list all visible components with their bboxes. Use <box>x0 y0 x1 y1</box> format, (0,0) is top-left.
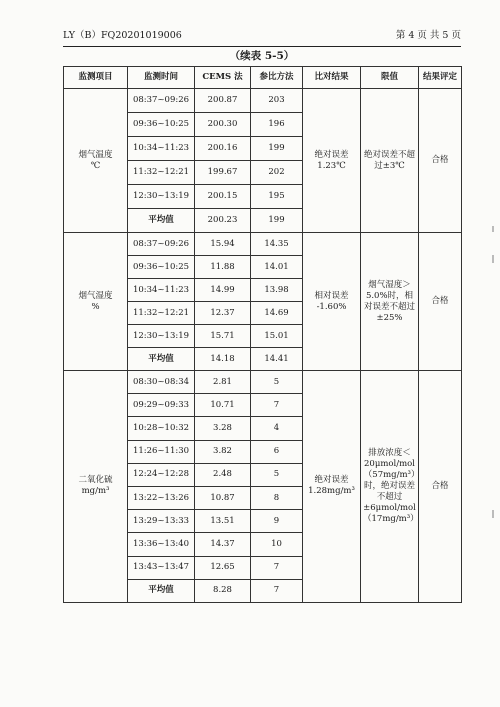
time-cell: 10:34~11:23 <box>128 137 195 161</box>
cems-value-cell: 12.37 <box>195 302 251 325</box>
cems-value-cell: 200.30 <box>195 113 251 137</box>
monitoring-item-cell: 烟气湿度 % <box>64 233 128 371</box>
reference-value-cell: 199 <box>251 137 303 161</box>
time-cell: 09:36~10:25 <box>128 113 195 137</box>
table-caption: （续表 5-5） <box>229 50 295 62</box>
reference-value-cell: 14.69 <box>251 302 303 325</box>
evaluation-cell: 合格 <box>419 233 462 371</box>
cems-average-cell: 8.28 <box>195 579 251 602</box>
cems-value-cell: 14.37 <box>195 533 251 556</box>
reference-value-cell: 13.98 <box>251 279 303 302</box>
time-cell: 10:34~11:23 <box>128 279 195 302</box>
column-header: 监测时间 <box>128 67 195 89</box>
cems-value-cell: 200.15 <box>195 185 251 209</box>
average-label: 平均值 <box>128 579 195 602</box>
scan-edge-mark <box>492 510 494 518</box>
average-label: 平均值 <box>128 348 195 371</box>
comparison-result-cell: 绝对误差 1.23℃ <box>303 89 361 233</box>
table-row <box>64 371 462 394</box>
reference-value-cell: 5 <box>251 371 303 394</box>
reference-average-cell: 7 <box>251 579 303 602</box>
reference-value-cell: 202 <box>251 161 303 185</box>
column-header: 监测项目 <box>64 67 128 89</box>
column-header: 参比方法 <box>251 67 303 89</box>
header-divider <box>63 46 461 47</box>
average-label: 平均值 <box>128 209 195 233</box>
table-row <box>64 89 462 113</box>
page-header <box>63 30 461 42</box>
comparison-result-cell: 相对误差 -1.60% <box>303 233 361 371</box>
reference-value-cell: 4 <box>251 417 303 440</box>
reference-value-cell: 14.35 <box>251 233 303 256</box>
cems-value-cell: 14.99 <box>195 279 251 302</box>
cems-value-cell: 2.81 <box>195 371 251 394</box>
cems-average-cell: 14.18 <box>195 348 251 371</box>
time-cell: 10:28~10:32 <box>128 417 195 440</box>
column-header: 结果评定 <box>419 67 462 89</box>
reference-value-cell: 9 <box>251 510 303 533</box>
reference-value-cell: 7 <box>251 394 303 417</box>
reference-value-cell: 5 <box>251 463 303 486</box>
time-cell: 08:37~09:26 <box>128 89 195 113</box>
cems-value-cell: 12.65 <box>195 556 251 579</box>
time-cell: 09:36~10:25 <box>128 256 195 279</box>
time-cell: 11:32~12:21 <box>128 302 195 325</box>
reference-value-cell: 196 <box>251 113 303 137</box>
cems-value-cell: 10.71 <box>195 394 251 417</box>
time-cell: 09:29~09:33 <box>128 394 195 417</box>
table-header-row <box>64 67 462 89</box>
cems-value-cell: 200.87 <box>195 89 251 113</box>
cems-value-cell: 3.82 <box>195 440 251 463</box>
evaluation-cell: 合格 <box>419 371 462 603</box>
reference-value-cell: 10 <box>251 533 303 556</box>
reference-value-cell: 6 <box>251 440 303 463</box>
cems-value-cell: 199.67 <box>195 161 251 185</box>
table-row <box>64 233 462 256</box>
cems-value-cell: 15.94 <box>195 233 251 256</box>
document-number: LY（B）FQ20201019006 <box>63 30 182 41</box>
scan-edge-mark <box>492 226 494 232</box>
comparison-table <box>63 66 462 603</box>
time-cell: 13:22~13:26 <box>128 486 195 509</box>
cems-value-cell: 2.48 <box>195 463 251 486</box>
time-cell: 13:43~13:47 <box>128 556 195 579</box>
cems-value-cell: 11.88 <box>195 256 251 279</box>
time-cell: 08:37~09:26 <box>128 233 195 256</box>
limit-cell: 绝对误差不超过±3℃ <box>361 89 419 233</box>
evaluation-cell: 合格 <box>419 89 462 233</box>
time-cell: 12:24~12:28 <box>128 463 195 486</box>
column-header: 比对结果 <box>303 67 361 89</box>
time-cell: 13:36~13:40 <box>128 533 195 556</box>
reference-value-cell: 14.01 <box>251 256 303 279</box>
reference-value-cell: 7 <box>251 556 303 579</box>
reference-average-cell: 199 <box>251 209 303 233</box>
cems-value-cell: 15.71 <box>195 325 251 348</box>
monitoring-item-cell: 烟气温度 ℃ <box>64 89 128 233</box>
column-header: CEMS 法 <box>195 67 251 89</box>
time-cell: 11:32~12:21 <box>128 161 195 185</box>
reference-average-cell: 14.41 <box>251 348 303 371</box>
comparison-result-cell: 绝对误差 1.28mg/m³ <box>303 371 361 603</box>
reference-value-cell: 15.01 <box>251 325 303 348</box>
time-cell: 13:29~13:33 <box>128 510 195 533</box>
column-header: 限值 <box>361 67 419 89</box>
limit-cell: 烟气湿度＞5.0%时，相对误差不超过±25% <box>361 233 419 371</box>
limit-cell: 排放浓度＜20μmol/mol（57mg/m³）时，绝对误差不超过±6μmol/mol（17mg/m³） <box>361 371 419 603</box>
cems-value-cell: 200.16 <box>195 137 251 161</box>
cems-value-cell: 10.87 <box>195 486 251 509</box>
scan-edge-mark <box>492 255 494 263</box>
time-cell: 08:30~08:34 <box>128 371 195 394</box>
cems-value-cell: 13.51 <box>195 510 251 533</box>
reference-value-cell: 195 <box>251 185 303 209</box>
cems-value-cell: 3.28 <box>195 417 251 440</box>
time-cell: 12:30~13:19 <box>128 185 195 209</box>
reference-value-cell: 203 <box>251 89 303 113</box>
cems-average-cell: 200.23 <box>195 209 251 233</box>
page-info: 第 4 页 共 5 页 <box>395 30 461 41</box>
time-cell: 11:26~11:30 <box>128 440 195 463</box>
time-cell: 12:30~13:19 <box>128 325 195 348</box>
monitoring-item-cell: 二氧化硫 mg/m³ <box>64 371 128 603</box>
reference-value-cell: 8 <box>251 486 303 509</box>
